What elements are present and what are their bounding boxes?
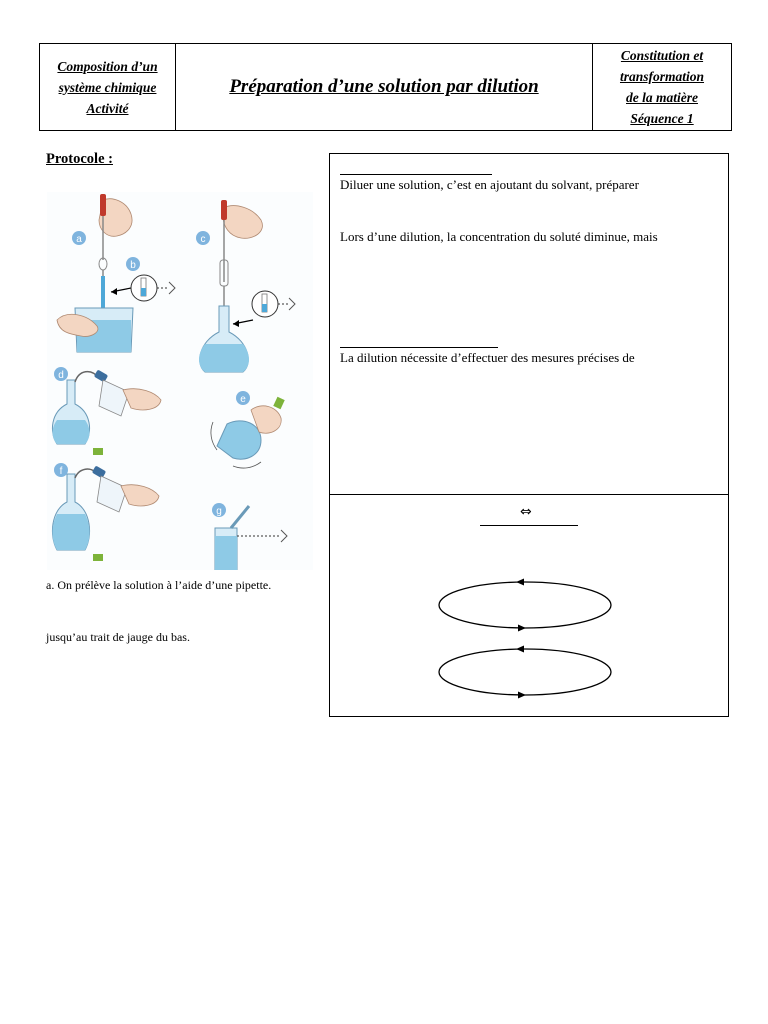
step-e-label: e <box>240 394 246 405</box>
header-right-cell <box>593 44 731 130</box>
step-a-label: a <box>76 234 82 245</box>
protocole-heading: Protocole : <box>46 151 113 167</box>
cycle-ellipse-bottom <box>439 646 611 699</box>
header-right-line-1: Constitution et <box>620 48 704 63</box>
header-left-line-1: Composition d’un <box>57 58 158 74</box>
caption-step-b: jusqu’au trait de jauge du bas. <box>46 630 190 644</box>
step-f-label: f <box>59 466 63 477</box>
arrow-left-top-2 <box>516 646 524 653</box>
fill-blank-line-1 <box>340 174 492 175</box>
step-c-label: c <box>200 234 206 245</box>
header-right-line-3: de la matière <box>626 90 698 105</box>
header-left-cell <box>40 44 176 130</box>
definitions-box <box>329 153 729 495</box>
step-g-label: g <box>216 506 222 517</box>
dilution-illustration <box>47 192 313 570</box>
arrow-right-bottom <box>518 625 526 632</box>
header-left-line-2: système chimique <box>58 79 157 95</box>
definition-line-3: La dilution nécessite d’effectuer des mesures précises de <box>340 350 635 365</box>
step-b-label: b <box>130 260 136 271</box>
arrow-right-bottom-2 <box>518 692 526 699</box>
header-left-line-3: Activité <box>86 100 129 116</box>
header-right-line-4: Séquence 1 <box>630 111 694 126</box>
equivalence-icon: ⇔ <box>520 504 532 520</box>
step-d-label: d <box>58 370 64 381</box>
arrow-left-top <box>516 579 524 586</box>
header-table <box>39 43 732 131</box>
relation-blank-line <box>480 525 578 526</box>
definition-line-1: Diluer une solution, c’est en ajoutant du solvant, préparer <box>340 177 639 192</box>
fill-blank-line-2 <box>340 347 498 348</box>
page-title: Préparation d’une solution par dilution <box>176 44 593 130</box>
cycle-ellipse-top <box>439 579 611 632</box>
cycle-diagram <box>430 575 620 705</box>
illustration-background <box>47 192 313 570</box>
definition-line-2: Lors d’une dilution, la concentration du soluté diminue, mais <box>340 229 658 244</box>
relation-box <box>329 494 729 717</box>
caption-step-a: a. On prélève la solution à l’aide d’une pipette. <box>46 578 272 592</box>
header-right-line-2: transformation <box>619 69 705 84</box>
